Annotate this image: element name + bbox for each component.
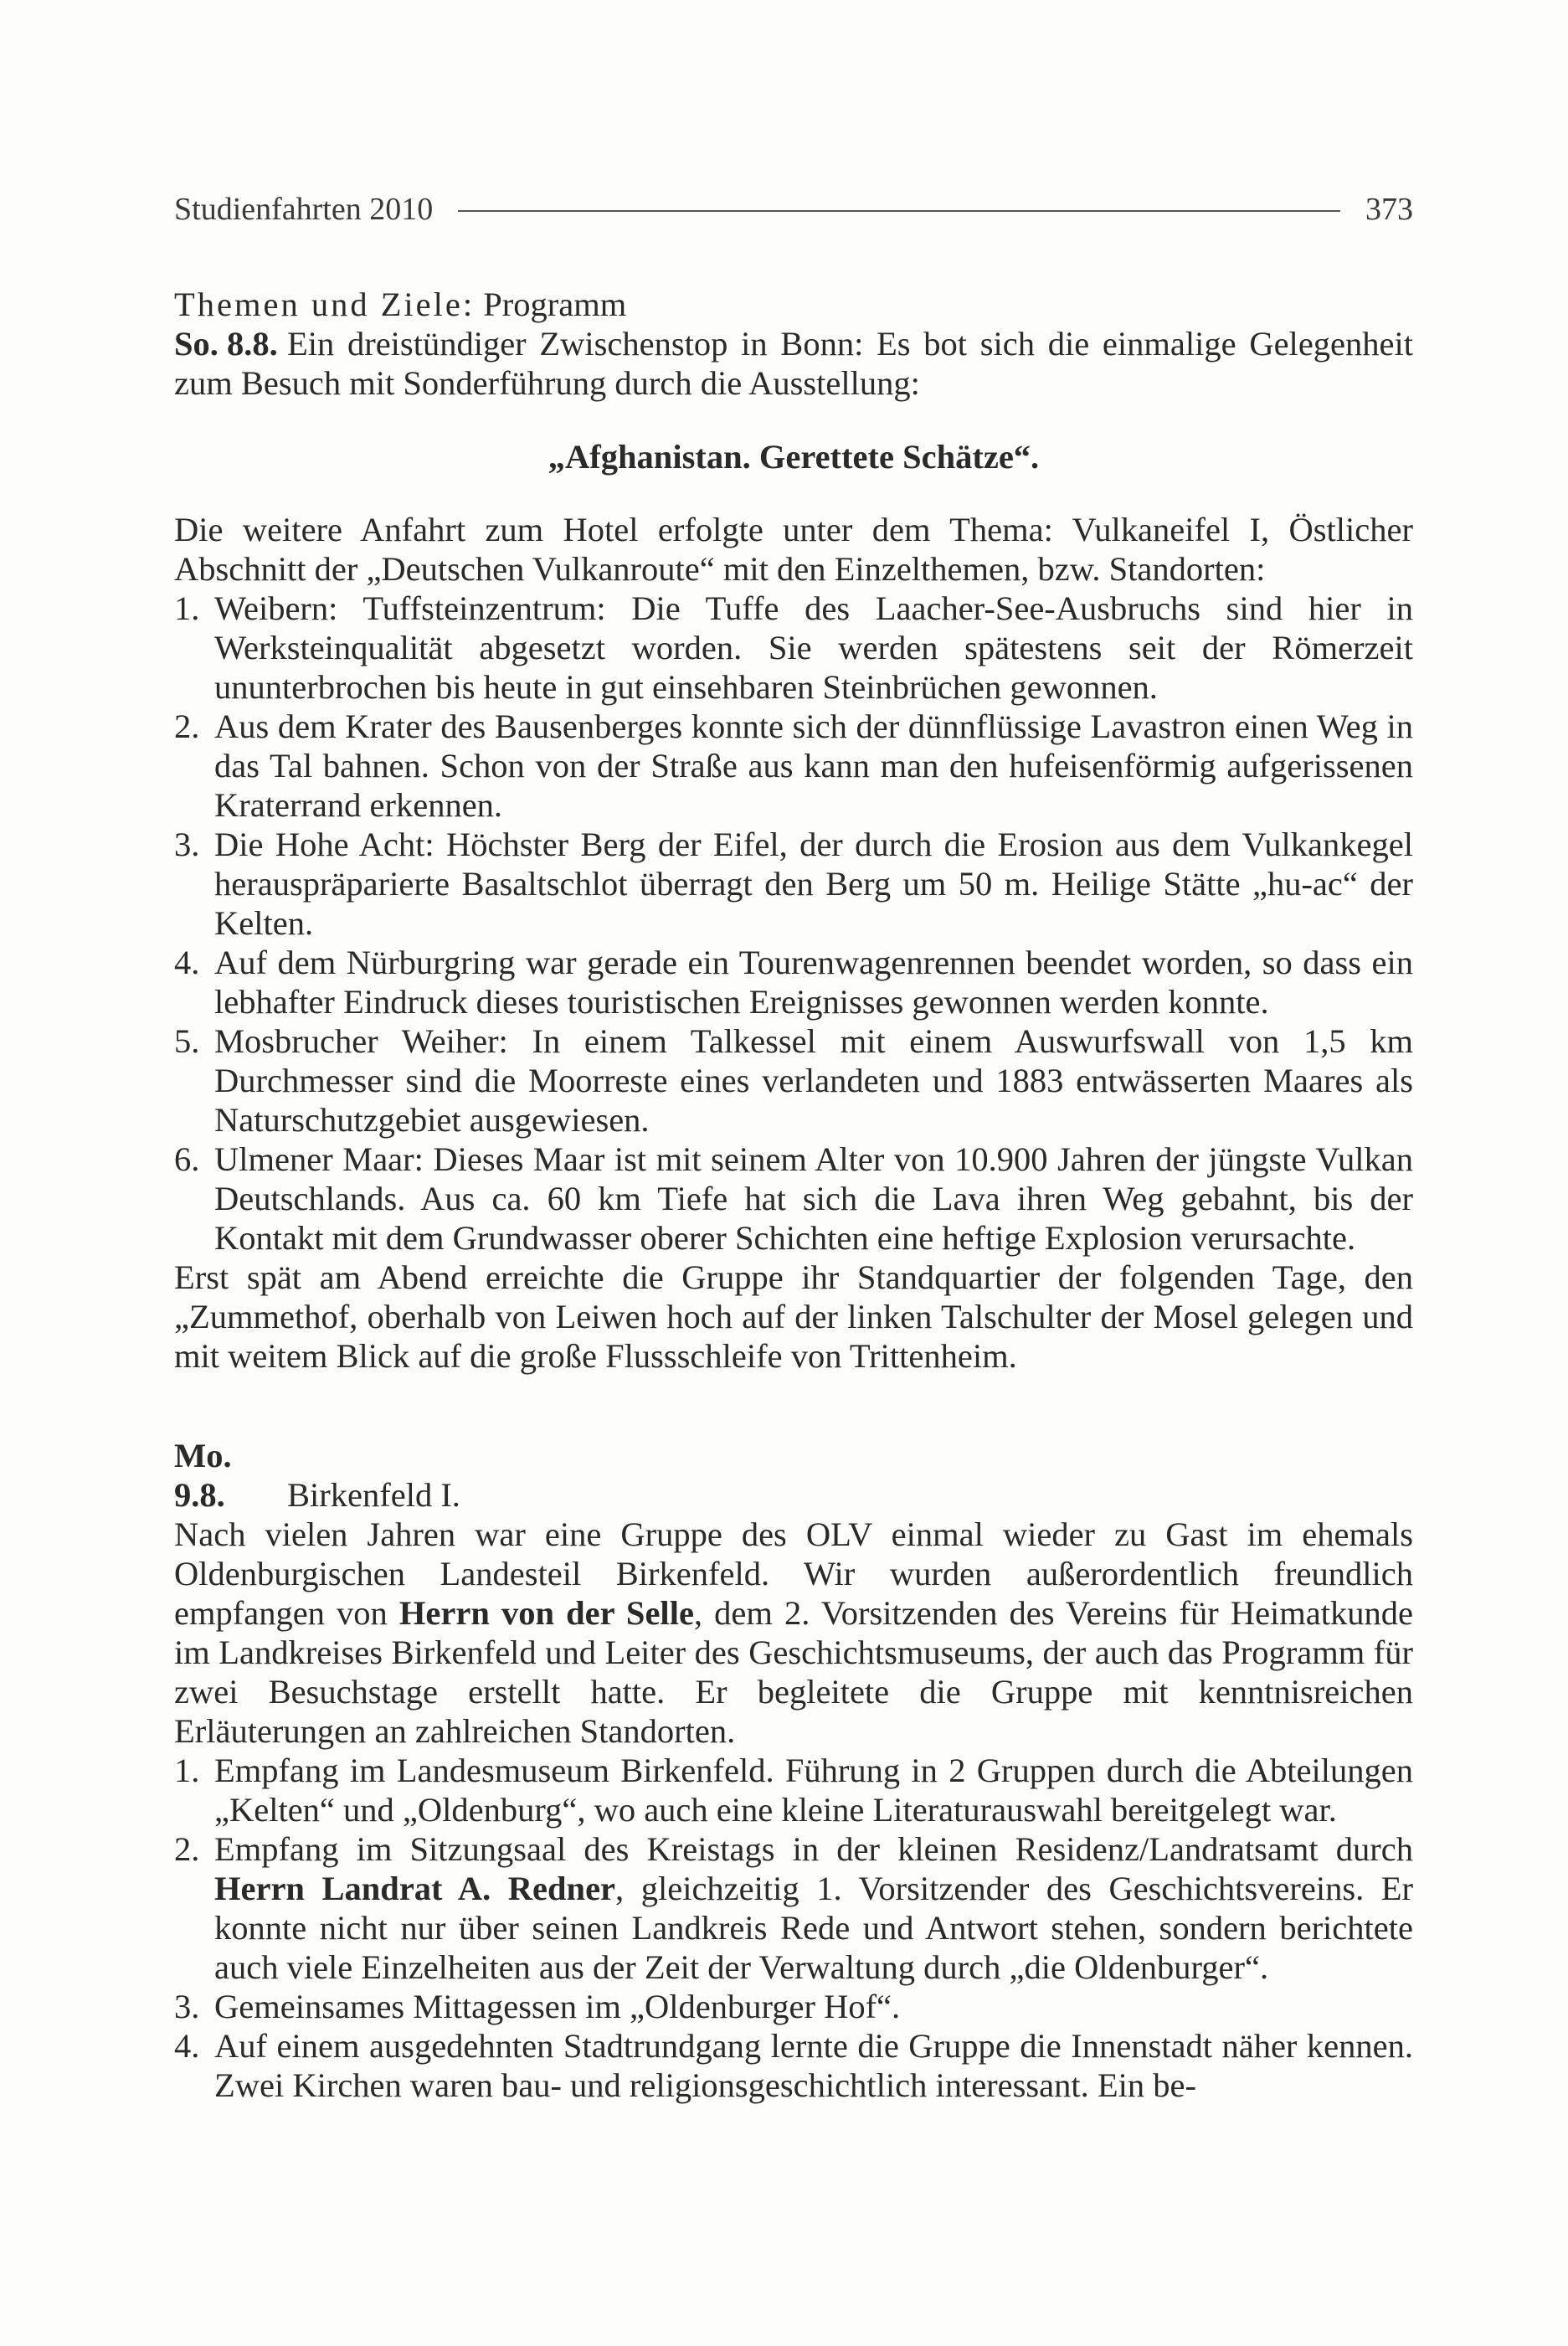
exhibition-title: „Afghanistan. Gerettete Schätze“. [548, 437, 1040, 476]
item-text-a: Empfang im Sitzungsaal des Kreistags in der kleinen Residenz/Landratsamt durch [214, 1830, 1413, 1868]
intro-text-a: Nach vielen Jahren war eine Gruppe des OLV einmal wieder zu Gast im ehemals Oldenburgischen Landesteil Birkenfeld. Wir wurden außerordentlich freundlich empfangen von [174, 1515, 1413, 1632]
date-label: So. 8.8. [174, 325, 278, 363]
header-rule [458, 210, 1340, 212]
list-item-number: 2. [174, 707, 200, 745]
intro-paragraph [174, 324, 1413, 403]
list-item [174, 1140, 1413, 1258]
visit-list [174, 1751, 1413, 2105]
list-item [174, 707, 1413, 825]
section-spacer [174, 1376, 1413, 1436]
list-item-text: Empfang im Landesmuseum Birkenfeld. Führung in 2 Gruppen durch die Abteilungen „Kelten“ und „Oldenburg“, wo auch eine kleine Literaturauswahl bereitgelegt war. [214, 1752, 1413, 1829]
header-title: Studienfahrten 2010 [174, 192, 434, 227]
list-item-text [214, 1829, 1413, 1987]
date-label: Mo. 9.8. [174, 1437, 232, 1514]
running-header [174, 191, 1413, 228]
list-item [174, 825, 1413, 943]
list-item-text: Weibern: Tuffsteinzentrum: Die Tuffe des Laacher-See-Ausbruchs sind hier in Werksteinqualität abgesetzt worden. Sie werden spätestens seit der Römerzeit ununterbrochen bis heute in gut einsehbaren Steinbrüchen gewonnen. [214, 589, 1413, 706]
route-list [174, 589, 1413, 1258]
list-item-number: 4. [174, 2027, 200, 2065]
page-body [174, 285, 1413, 2105]
list-item [174, 1987, 1413, 2026]
closing-paragraph: Erst spät am Abend erreichte die Gruppe ihr Standquartier der folgenden Tage, den „Zummethof, oberhalb von Leiwen hoch auf der linken Talschulter der Mosel gelegen und mit weitem Blick auf die große Flussschleife von Trittenheim. [174, 1258, 1413, 1375]
item-text-b: , gleichzeitig 1. Vorsitzender des Geschichtsvereins. Er konnte nicht nur über seinen Landkreis Rede und Antwort stehen, sondern berichtete auch viele Einzelheiten aus der Zeit der Verwaltung durch „die Oldenburger“. [214, 1870, 1414, 1986]
heading-spaced: Themen und Ziele: [174, 286, 476, 323]
heading-rest: Programm [483, 286, 627, 323]
list-item [174, 943, 1413, 1021]
list-item-text: Mosbrucher Weiher: In einem Talkessel mit einem Auswurfswall von 1,5 km Durchmesser sind die Moorreste eines verlandeten und 1883 entwässerten Maares als Naturschutzgebiet ausgewiesen. [214, 1022, 1413, 1139]
section-title: Birkenfeld I. [287, 1476, 460, 1514]
list-item-text: Ulmener Maar: Dieses Maar ist mit seinem Alter von 10.900 Jahren der jüngste Vulkan Deutschlands. Aus ca. 60 km Tiefe hat sich die Lava ihren Weg gebahnt, bis der Kontakt mit dem Grundwasser oberer Schichten eine heftige Explosion verursachte. [214, 1140, 1413, 1257]
page-number: 373 [1365, 192, 1413, 227]
list-item-text: Aus dem Krater des Bausenberges konnte sich der dünnflüssige Lavastron einen Weg in das Tal bahnen. Schon von der Straße aus kann man den hufeisenförmig aufgerissenen Kraterrand erkennen. [214, 707, 1413, 824]
person-name: Herrn von der Selle [398, 1594, 694, 1632]
list-item [174, 1021, 1413, 1140]
list-item-number: 1. [174, 589, 200, 627]
section-heading-birkenfeld [174, 1436, 1413, 1515]
list-item-number: 3. [174, 826, 200, 863]
list-item-number: 1. [174, 1752, 200, 1789]
paragraph-route: Die weitere Anfahrt zum Hotel erfolgte unter dem Thema: Vulkaneifel I, Östlicher Abschnitt der „Deutschen Vulkanroute“ mit den Einzelthemen, bzw. Standorten: [174, 511, 1413, 588]
intro-text-b: , dem 2. Vorsitzenden des Vereins für Heimatkunde im Landkreises Birkenfeld und Leiter des Geschichtsmuseums, der auch das Programm für zwei Besuchstage erstellt hatte. Er begleitete die Gruppe mit kenntnisreichen Erläuterungen an zahlreichen Standorten. [174, 1594, 1414, 1750]
list-item [174, 1829, 1413, 1987]
list-item [174, 2026, 1413, 2105]
list-item-number: 3. [174, 1988, 200, 2025]
list-item-number: 4. [174, 944, 200, 981]
section-heading [174, 285, 1413, 324]
person-name: Herrn Landrat A. Redner [214, 1870, 616, 1907]
list-item-text: Die Hohe Acht: Höchster Berg der Eifel, der durch die Erosion aus dem Vulkankegel herauspräparierte Basaltschlot überragt den Berg um 50 m. Heilige Stätte „hu-ac“ der Kelten. [214, 826, 1413, 942]
list-item-number: 6. [174, 1140, 200, 1178]
list-item [174, 589, 1413, 707]
list-item-text: Auf einem ausgedehnten Stadtrundgang lernte die Gruppe die Innenstadt näher kennen. Zwei Kirchen waren bau- und religionsgeschichtlich interessant. Ein be- [214, 2027, 1413, 2104]
list-item-text: Auf dem Nürburgring war gerade ein Tourenwagenrennen beendet worden, so dass ein lebhafter Eindruck dieses touristischen Ereignisses gewonnen werden konnte. [214, 944, 1413, 1021]
list-item [174, 1751, 1413, 1829]
list-item-text: Gemeinsames Mittagessen im „Oldenburger Hof“. [214, 1988, 901, 2025]
birkenfeld-intro [174, 1515, 1413, 1751]
list-item-number: 5. [174, 1022, 200, 1060]
intro-text: Ein dreistündiger Zwischenstop in Bonn: Es bot sich die einmalige Gelegenheit zum Besuch mit Sonderführung durch die Ausstellung: [174, 325, 1413, 402]
list-item-number: 2. [174, 1830, 200, 1868]
